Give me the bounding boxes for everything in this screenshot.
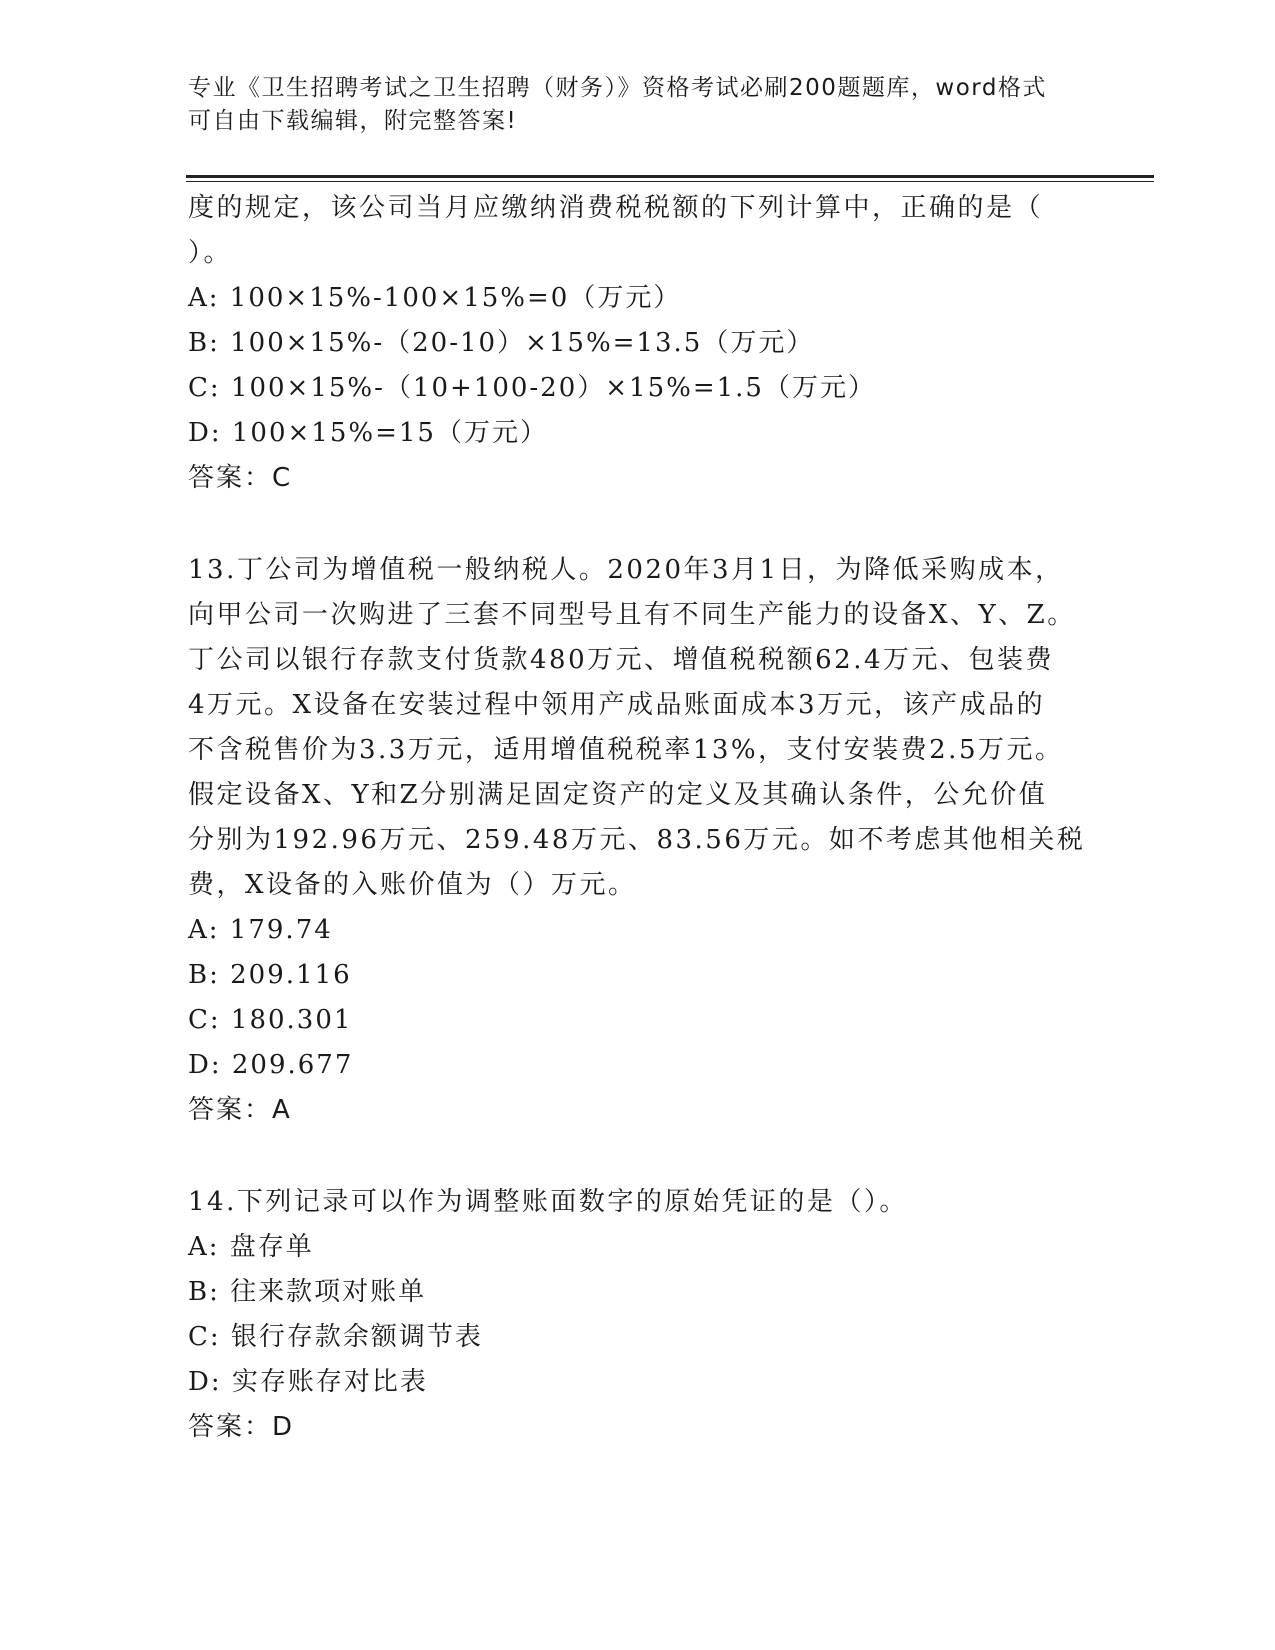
question-12	[188, 186, 1088, 501]
option-d: D: 实存账存对比表	[188, 1367, 428, 1397]
option-c: C: 100×15%-（10+100-20）×15%=1.5（万元）	[188, 373, 876, 403]
question-stem-line: 14.下列记录可以作为调整账面数字的原始凭证的是（）。	[188, 1187, 908, 1217]
question-stem-line: 度的规定，该公司当月应缴纳消费税税额的下列计算中，正确的是（	[188, 193, 1044, 223]
question-spacer	[188, 1133, 1088, 1180]
option-b: B: 往来款项对账单	[188, 1277, 427, 1307]
question-stem-line: 不含税售价为3.3万元，适用增值税税率13%，支付安装费2.5万元。	[188, 735, 1064, 765]
question-spacer	[188, 501, 1088, 548]
option-b: B: 209.116	[188, 960, 352, 990]
question-stem-line: 假定设备X、Y和Z分别满足固定资产的定义及其确认条件，公允价值	[188, 780, 1048, 810]
question-stem-line: 4万元。X设备在安装过程中领用产成品账面成本3万元，该产成品的	[188, 690, 1046, 720]
option-c: C: 银行存款余额调节表	[188, 1322, 483, 1352]
question-stem-line: 向甲公司一次购进了三套不同型号且有不同生产能力的设备X、Y、Z。	[188, 600, 1076, 630]
question-stem-line: 费，X设备的入账价值为（）万元。	[188, 870, 637, 900]
header-title-line-1: 专业《卫生招聘考试之卫生招聘（财务）》资格考试必刷200题题库，word格式	[188, 75, 1047, 101]
option-a: A: 100×15%-100×15%=0（万元）	[188, 283, 682, 313]
question-14	[188, 1180, 1088, 1450]
answer-line: 答案：A	[188, 1095, 292, 1125]
question-13	[188, 548, 1088, 1133]
option-a: A: 179.74	[188, 915, 333, 945]
header-divider-thin	[186, 181, 1154, 182]
question-stem-line: 分别为192.96万元、259.48万元、83.56万元。如不考虑其他相关税	[188, 825, 1086, 855]
question-stem-line: 丁公司以银行存款支付货款480万元、增值税税额62.4万元、包装费	[188, 645, 1055, 675]
option-b: B: 100×15%-（20-10）×15%=13.5（万元）	[188, 328, 815, 358]
answer-line: 答案：D	[188, 1412, 295, 1442]
header-title-line-2: 可自由下载编辑，附完整答案!	[188, 108, 518, 134]
header-divider-thick	[186, 175, 1154, 178]
option-d: D: 100×15%=15（万元）	[188, 418, 548, 448]
document-header	[188, 72, 1068, 138]
option-c: C: 180.301	[188, 1005, 353, 1035]
question-list	[188, 186, 1088, 1450]
question-stem-line: ）。	[188, 238, 233, 268]
option-d: D: 209.677	[188, 1050, 354, 1080]
option-a: A: 盘存单	[188, 1232, 314, 1262]
question-stem-line: 13.丁公司为增值税一般纳税人。2020年3月1日，为降低采购成本，	[188, 555, 1064, 585]
answer-line: 答案：C	[188, 463, 293, 493]
